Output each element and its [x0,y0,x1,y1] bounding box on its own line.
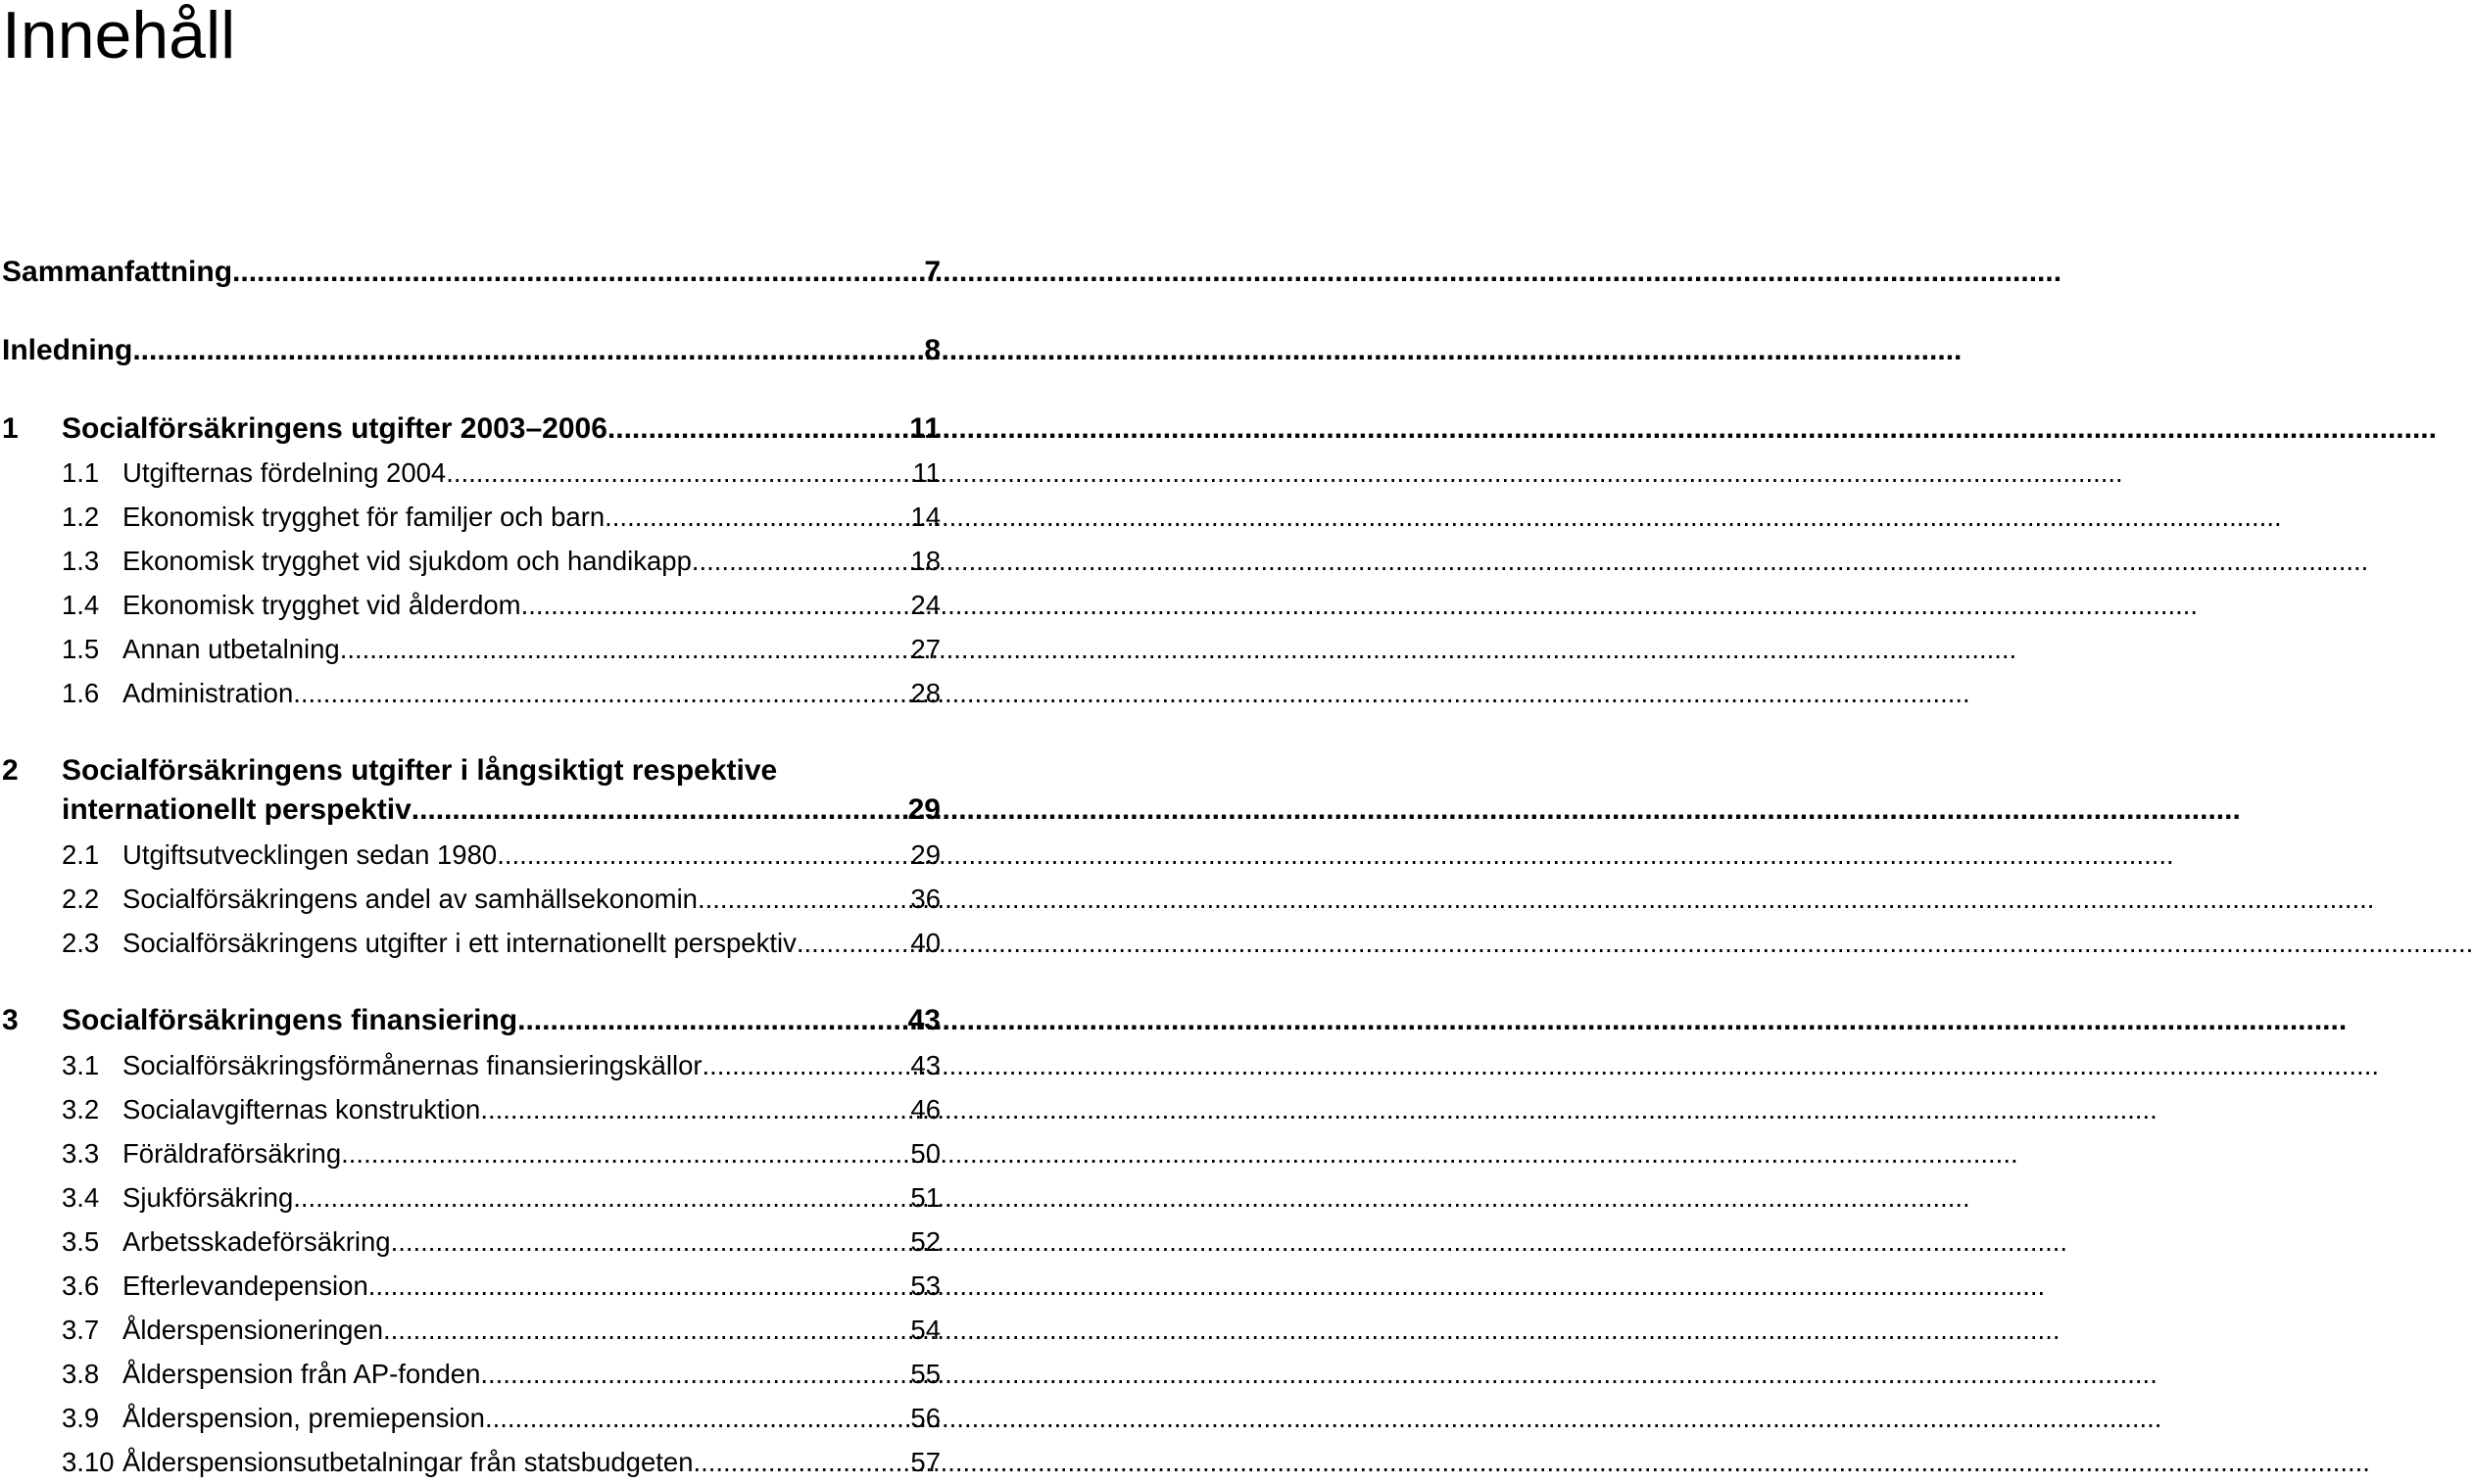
dot-leader [607,409,905,449]
toc-entry-section[interactable] [122,1399,941,1438]
toc-entry-label: Inledning [2,334,133,366]
toc-entry-page: 7 [924,256,941,288]
toc-entry-page: 51 [910,1182,941,1213]
toc-entry-chapter-1[interactable] [62,409,941,449]
section-number: 3.4 [62,1182,100,1213]
toc-entry-label: Föräldraförsäkring [122,1138,342,1169]
toc-entry-label: Utgiftsutvecklingen sedan 1980 [122,839,498,870]
chapter-number: 3 [2,1004,19,1036]
toc-entry-page: 14 [910,502,941,532]
toc-entry-page: 46 [910,1094,941,1125]
dot-leader [341,1134,908,1173]
toc-entry-label: Ålderspension från AP-fonden [122,1359,481,1389]
toc-entry-page: 40 [910,928,941,958]
toc-entry-label: Administration [122,678,294,708]
dot-leader [340,630,909,669]
toc-entry-label: Socialavgifternas konstruktion [122,1094,481,1125]
dot-leader [391,1222,909,1262]
section-number: 3.6 [62,1270,100,1301]
section-number: 3.9 [62,1403,100,1433]
dot-leader [446,454,910,493]
toc-entry-page: 55 [910,1359,941,1389]
dot-leader [517,1001,903,1040]
section-number: 1.1 [62,457,100,488]
toc-entry-label: Ekonomisk trygghet för familjer och barn [122,502,606,532]
toc-entry-section[interactable] [122,1443,941,1482]
dot-leader [368,1267,909,1306]
toc-entry-section[interactable] [122,674,941,713]
section-number: 2.3 [62,928,100,958]
toc-entry-label: Sammanfattning [2,256,233,288]
toc-entry-page: 53 [910,1270,941,1301]
toc-entry-section[interactable] [122,924,941,963]
toc-entry-section[interactable] [122,586,941,625]
toc-entry-section[interactable] [122,1267,941,1306]
toc-entry-label: Socialförsäkringens utgifter i ett internationellt perspektiv [122,928,797,958]
toc-entry-inledning[interactable] [2,331,941,370]
dot-leader [497,836,908,875]
toc-entry-page: 50 [910,1138,941,1169]
toc-entry-page: 56 [910,1403,941,1433]
toc-entry-label: Ekonomisk trygghet vid sjukdom och handikapp [122,546,692,576]
toc-entry-label: Ålderspension, premiepension [122,1403,485,1433]
dot-leader [383,1311,908,1350]
section-number: 1.6 [62,678,100,708]
toc-entry-label: internationellt perspektiv [62,793,412,826]
toc-entry-page: 18 [910,546,941,576]
dot-leader [232,253,920,292]
toc-entry-label-line1[interactable]: Socialförsäkringens utgifter i långsiktigt respektive [62,754,778,787]
toc-entry-label: Arbetsskadeförsäkring [122,1226,391,1257]
toc-entry-label: Ålderspensioneringen [122,1315,384,1345]
toc-entry-page: 28 [910,678,941,708]
dot-leader [605,498,908,537]
toc-entry-section[interactable] [122,454,941,493]
dot-leader [480,1090,908,1129]
toc-entry-section[interactable] [122,880,941,919]
toc-entry-page: 43 [910,1050,941,1080]
toc-entry-label: Efterlevandepension [122,1270,368,1301]
toc-entry-section[interactable] [122,1311,941,1350]
toc-entry-section[interactable] [122,836,941,875]
dot-leader [693,1443,908,1482]
toc-entry-section[interactable] [122,498,941,537]
toc-entry-label: Socialförsäkringens utgifter 2003–2006 [62,412,607,445]
dot-leader [480,1355,908,1394]
dot-leader [485,1399,908,1438]
toc-entry-page: 43 [907,1004,941,1036]
toc-entry-page: 11 [912,457,941,488]
dot-leader [521,586,909,625]
section-number: 1.4 [62,590,100,620]
dot-leader [293,1178,908,1218]
toc-entry-section[interactable] [122,1355,941,1394]
section-number: 3.3 [62,1138,100,1169]
toc-entry-sammanfattning[interactable] [2,253,941,292]
toc-entry-chapter-2[interactable] [62,790,941,830]
dot-leader [692,542,909,581]
toc-entry-section[interactable] [122,1178,941,1218]
toc-entry-page: 52 [910,1226,941,1257]
section-number: 3.2 [62,1094,100,1125]
toc-entry-section[interactable] [122,1222,941,1262]
page-title: Innehåll [2,0,236,72]
toc-entry-section[interactable] [122,542,941,581]
toc-entry-page: 24 [910,590,941,620]
toc-entry-page: 29 [907,793,941,826]
toc-entry-section[interactable] [122,1134,941,1173]
toc-entry-label: Socialförsäkringens finansiering [62,1004,518,1036]
dot-leader [703,1046,909,1085]
toc-entry-label: Socialförsäkringens andel av samhällsekonomin [122,884,698,914]
chapter-number: 2 [2,754,19,787]
toc-entry-page: 11 [909,412,941,445]
dot-leader [797,924,909,963]
toc-entry-label: Ålderspensionsutbetalningar från statsbudgeten [122,1447,694,1477]
chapter-number: 1 [2,412,19,445]
section-number: 1.3 [62,546,100,576]
toc-entry-page: 8 [924,334,941,366]
section-number: 3.5 [62,1226,100,1257]
section-number: 1.5 [62,634,100,664]
section-number: 3.10 [62,1447,115,1477]
toc-entry-page: 54 [910,1315,941,1345]
toc-entry-page: 29 [910,839,941,870]
toc-entry-section[interactable] [122,1090,941,1129]
toc-entry-label: Annan utbetalning [122,634,340,664]
dot-leader [132,331,920,370]
dot-leader [412,790,904,830]
toc-entry-section[interactable] [122,630,941,669]
toc-entry-chapter-3[interactable] [62,1001,941,1040]
toc-entry-label: Socialförsäkringsförmånernas finansieringskällor [122,1050,703,1080]
dot-leader [698,880,908,919]
toc-entry-page: 36 [910,884,941,914]
section-number: 3.1 [62,1050,100,1080]
section-number: 2.1 [62,839,100,870]
toc-entry-label: Ekonomisk trygghet vid ålderdom [122,590,521,620]
dot-leader [293,674,908,713]
toc-entry-label: Utgifternas fördelning 2004 [122,457,447,488]
section-number: 3.7 [62,1315,100,1345]
toc-entry-section[interactable] [122,1046,941,1085]
section-number: 3.8 [62,1359,100,1389]
section-number: 1.2 [62,502,100,532]
toc-entry-page: 57 [910,1447,941,1477]
section-number: 2.2 [62,884,100,914]
toc-entry-label: Sjukförsäkring [122,1182,294,1213]
toc-entry-page: 27 [910,634,941,664]
